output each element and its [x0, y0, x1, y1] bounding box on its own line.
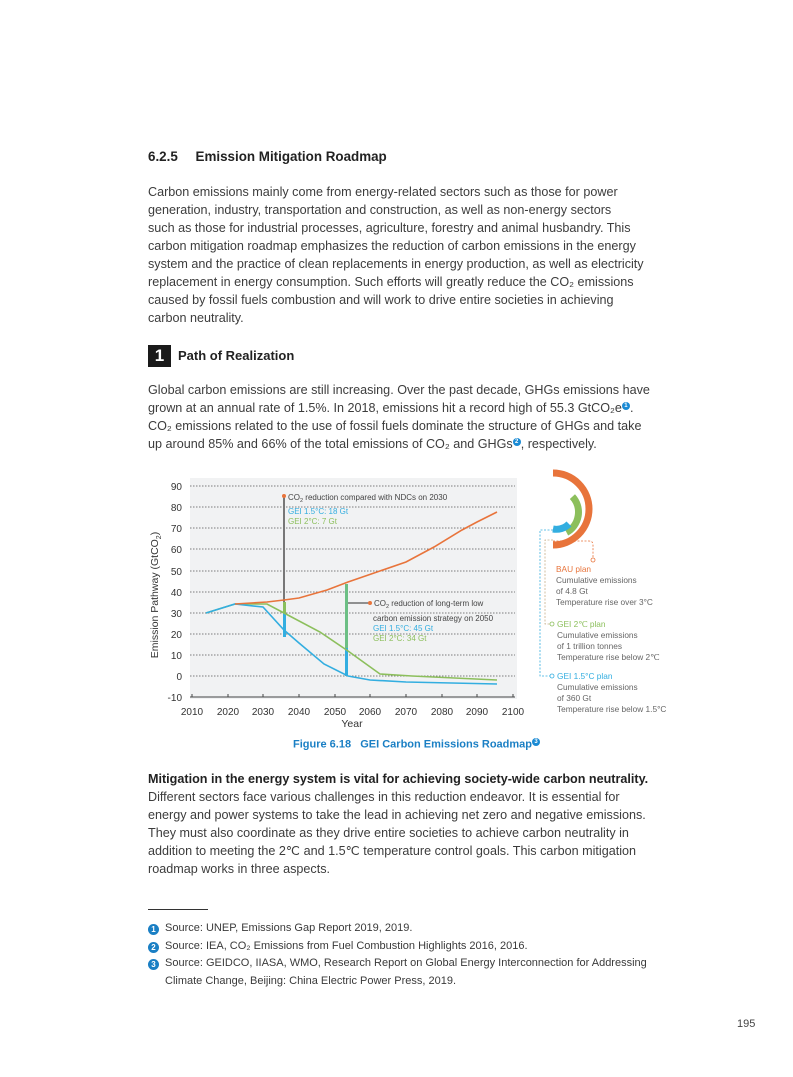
svg-text:2030: 2030	[251, 707, 275, 718]
footnote-ref-1[interactable]: 1	[622, 402, 630, 410]
footnote-text: Source: GEIDCO, IIASA, WMO, Research Report on Global Energy Interconnection for Addressing	[165, 957, 647, 969]
svg-text:GEI 1.5°C: 45 Gt: GEI 1.5°C: 45 Gt	[373, 624, 434, 633]
text-line: CO₂ emissions related to the use of fossil fuels dominate the structure of GHGs and take	[148, 419, 642, 433]
text-line: such as those for industrial processes, agriculture, forestry and animal husbandry. This	[148, 221, 631, 235]
footnote-3-continued: Climate Change, Beijing: China Electric Power Press, 2019.	[165, 974, 457, 987]
text-span: up around 85% and 66% of the total emissions of CO₂ and GHGs	[148, 437, 513, 451]
gei15-connector	[540, 530, 553, 676]
svg-text:CO2 reduction compared with ND: $CO_2$ reduction compared with NDCs on 2030	[288, 493, 448, 504]
footnote-marker-icon: 3	[148, 959, 159, 970]
svg-text:Cumulative emissions: Cumulative emissions	[557, 630, 638, 640]
figure-caption	[148, 738, 685, 751]
svg-text:2020: 2020	[216, 707, 240, 718]
svg-text:BAU plan: BAU plan	[556, 564, 592, 574]
svg-text:2090: 2090	[465, 707, 489, 718]
section-number: 6.2.5	[148, 149, 178, 164]
text-line: Carbon emissions mainly come from energy-related sectors such as those for power	[148, 185, 618, 199]
footnote-ref-3[interactable]: 3	[532, 738, 540, 746]
legend-gei-15c	[557, 671, 666, 714]
svg-text:70: 70	[170, 524, 182, 535]
svg-text:Cumulative emissions: Cumulative emissions	[556, 575, 637, 585]
y-axis-title: Emission Pathway (GtCO$_2$)	[149, 531, 163, 659]
lt-2050-marker-dot	[368, 601, 372, 605]
text-line: Global carbon emissions are still increasing. Over the past decade, GHGs emissions have	[148, 383, 650, 397]
text-line: generation, industry, transportation and construction, as well as non-energy sectors	[148, 203, 612, 217]
svg-text:2100: 2100	[501, 707, 525, 718]
gei15-connector-dot	[550, 674, 554, 678]
bau-connector-dot	[591, 558, 595, 562]
svg-text:90: 90	[170, 482, 182, 493]
page-number: 195	[737, 1018, 756, 1030]
svg-text:50: 50	[170, 567, 182, 578]
text-line: replacement in energy consumption. Such efforts will greatly reduce the CO₂ emissions	[148, 275, 634, 289]
legend-gei-2c	[557, 619, 659, 662]
svg-text:carbon emission strategy on 20: carbon emission strategy on 2050	[373, 614, 494, 623]
svg-text:GEI 2°C: 7 Gt: GEI 2°C: 7 Gt	[288, 517, 337, 526]
text-line: system and the practice of clean replacements in energy production, as well as electricity	[148, 257, 644, 271]
svg-text:10: 10	[170, 651, 182, 662]
svg-text:2010: 2010	[180, 707, 204, 718]
svg-text:GEI 2°C: 34 Gt: GEI 2°C: 34 Gt	[373, 634, 427, 643]
svg-text:2040: 2040	[287, 707, 311, 718]
legend-bau	[556, 564, 653, 607]
svg-text:20: 20	[170, 630, 182, 641]
svg-text:Temperature rise over 3°C: Temperature rise over 3°C	[556, 597, 653, 607]
text-span: grown at an annual rate of 1.5%. In 2018, emissions hit a record high of 55.3 GtCO₂e	[148, 401, 622, 415]
gei2-connector	[545, 540, 553, 624]
ndc-2030-gei2-bar	[283, 602, 286, 613]
section-title: Emission Mitigation Roadmap	[195, 149, 387, 164]
text-span: .	[629, 401, 634, 415]
footnote-marker-icon: 2	[148, 942, 159, 953]
footnote-3	[148, 955, 685, 973]
footnote-1	[148, 920, 685, 938]
svg-text:2060: 2060	[358, 707, 382, 718]
svg-text:2070: 2070	[394, 707, 418, 718]
svg-text:2050: 2050	[323, 707, 347, 718]
footnote-ref-2[interactable]: 2	[513, 438, 521, 446]
text-line: Different sectors face various challenges in this reduction endeavor. It is essential for	[148, 790, 620, 804]
footnote-text: Source: UNEP, Emissions Gap Report 2019, 2019.	[165, 922, 413, 934]
svg-text:GEI 2℃ plan: GEI 2℃ plan	[557, 619, 606, 629]
svg-text:80: 80	[170, 503, 182, 514]
lead-sentence: Mitigation in the energy system is vital for achieving society-wide carbon neutrality.	[148, 772, 649, 786]
text-line: carbon neutrality.	[148, 311, 244, 325]
footnote-divider	[148, 909, 208, 910]
footnotes	[148, 920, 685, 990]
svg-text:Temperature rise below 1.5°C: Temperature rise below 1.5°C	[557, 704, 667, 714]
x-tick-labels	[181, 707, 525, 718]
svg-text:0: 0	[176, 672, 182, 683]
lt-2050-gei15-bar	[345, 648, 348, 676]
subsection-number-badge: 1	[148, 345, 171, 367]
lt-2050-gei2-bar	[345, 584, 348, 648]
x-axis-title: Year	[341, 718, 363, 730]
y-tick-labels	[168, 482, 183, 704]
svg-text:GEI 1.5°C plan: GEI 1.5°C plan	[557, 671, 613, 681]
footnote-text: Source: IEA, CO₂ Emissions from Fuel Combustion Highlights 2016, 2016.	[165, 939, 528, 952]
text-line: roadmap works in three aspects.	[148, 862, 330, 876]
svg-text:-10: -10	[167, 693, 182, 704]
svg-text:2080: 2080	[430, 707, 454, 718]
mitigation-paragraph	[148, 770, 685, 878]
svg-text:Cumulative emissions: Cumulative emissions	[557, 682, 638, 692]
svg-text:40: 40	[170, 588, 182, 599]
svg-text:60: 60	[170, 545, 182, 556]
text-line: carbon mitigation roadmap emphasizes the reduction of carbon emissions in the energy	[148, 239, 636, 253]
text-line: addition to meeting the 2℃ and 1.5℃ temperature control goals. This carbon mitigation	[148, 844, 637, 858]
svg-text:of 4.8 Gt: of 4.8 Gt	[556, 586, 588, 596]
text-line: They must also coordinate as they drive entire societies to achieve carbon neutrality in	[148, 826, 629, 840]
text-line: energy and power systems to take the lead in achieving net zero and negative emissions.	[148, 808, 646, 822]
svg-text:CO2 reduction of long-term low: $CO_2$ reduction of long-term low	[374, 599, 484, 610]
svg-text:of 360 Gt: of 360 Gt	[557, 693, 592, 703]
footnote-marker-icon: 1	[148, 924, 159, 935]
gei2-connector-dot	[550, 622, 554, 626]
text-line: caused by fossil fuels combustion and will work to drive entire societies in achieving	[148, 293, 614, 307]
svg-text:Temperature rise below 2℃: Temperature rise below 2℃	[557, 652, 660, 662]
text-span: , respectively.	[520, 437, 597, 451]
plot-area	[190, 478, 517, 699]
caption-text: Figure 6.18 GEI Carbon Emissions Roadmap	[292, 738, 532, 751]
svg-text:of 1 trillion tonnes: of 1 trillion tonnes	[557, 641, 623, 651]
svg-text:30: 30	[170, 609, 182, 620]
footnote-2	[148, 938, 685, 956]
ndc-2030-marker-dot	[282, 494, 286, 498]
svg-text:GEI 1.5°C: 18 Gt: GEI 1.5°C: 18 Gt	[288, 507, 349, 516]
ndc-2030-gei15-bar	[283, 613, 286, 637]
cumulative-emissions-donut	[553, 473, 590, 545]
subsection-title: Path of Realization	[178, 348, 295, 363]
